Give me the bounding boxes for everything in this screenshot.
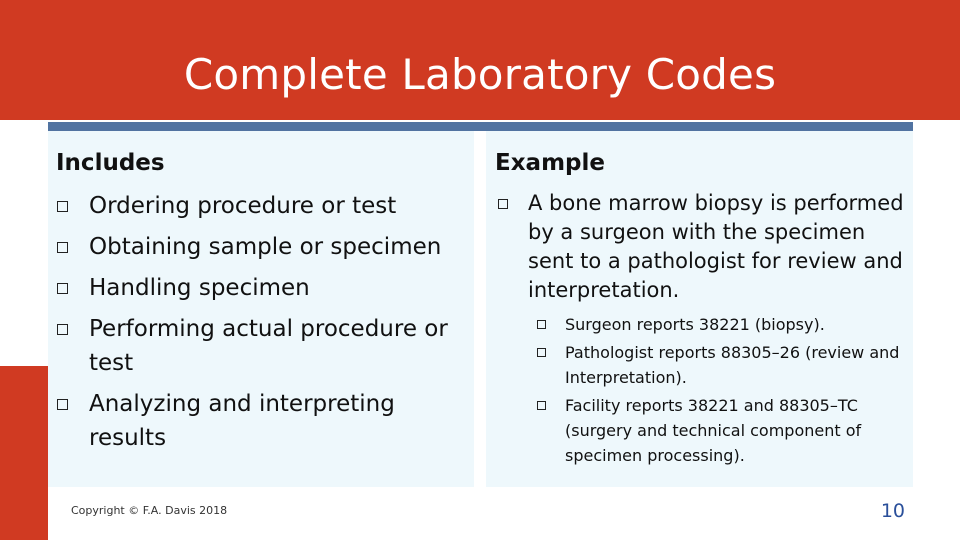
example-list: [486, 189, 906, 305]
list-item: Analyzing and interpreting results: [56, 387, 476, 455]
includes-list: [56, 189, 476, 462]
page-number: 10: [880, 500, 905, 522]
list-item: Handling specimen: [56, 271, 476, 305]
left-accent-bar: [0, 366, 48, 540]
checkbox-square-icon: [57, 399, 68, 410]
checkbox-square-icon: [57, 201, 68, 212]
list-item: Pathologist reports 88305–26 (review and Interpretation).: [532, 340, 902, 390]
checkbox-square-icon: [57, 324, 68, 335]
checkbox-square-icon: [537, 401, 546, 410]
checkbox-square-icon: [57, 242, 68, 253]
list-item: Obtaining sample or specimen: [56, 230, 476, 264]
list-item: Surgeon reports 38221 (biopsy).: [532, 312, 902, 337]
checkbox-square-icon: [537, 320, 546, 329]
list-item: A bone marrow biopsy is performed by a surgeon with the specimen sent to a pathologist for review and interpretation.: [486, 189, 906, 305]
list-item: Facility reports 38221 and 88305–TC (surgery and technical component of specimen processing).: [532, 393, 902, 468]
example-sublist: [532, 312, 902, 471]
checkbox-square-icon: [537, 348, 546, 357]
title-divider: [48, 122, 913, 131]
includes-heading: Includes: [56, 150, 165, 176]
example-heading: Example: [495, 150, 605, 176]
copyright-notice: Copyright © F.A. Davis 2018: [71, 504, 228, 517]
checkbox-square-icon: [57, 283, 68, 294]
list-item: Ordering procedure or test: [56, 189, 476, 223]
list-item: Performing actual procedure or test: [56, 312, 476, 380]
slide-title: Complete Laboratory Codes: [183, 50, 777, 99]
checkbox-square-icon: [498, 199, 508, 209]
